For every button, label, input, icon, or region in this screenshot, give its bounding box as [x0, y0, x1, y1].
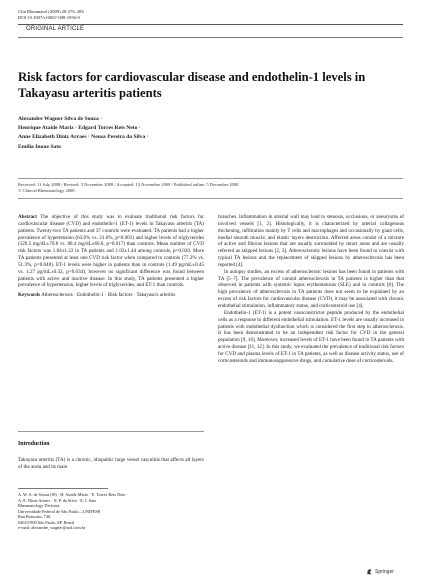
publisher-name: Springer [375, 568, 394, 575]
introduction-rule [18, 431, 204, 432]
affiliation-line: 04023-900 São Paulo, SP, Brazil [18, 519, 75, 525]
affiliation-line: Rheumatology Division, [18, 503, 61, 508]
section-rule [18, 37, 403, 38]
left-column [18, 214, 204, 302]
author-list [18, 115, 318, 152]
body-paragraph: branches. Inflammation in arterial wall may lead to stenosis, occlusions, or aneurysms of involved vessels [1, 2]. Histologically, it is characterized by arterial collagenous thickening, infiltration mainly by T cells and macrophages and occasionally by giant cells, medial smooth muscle, and elastic layers destruction. Affected areas consist of a mixture of active and fibrous lesions that are usually surrounded by intact areas and are usually referred as skipped lesions [2, 3]. Atherosclerotic lesions have been found to coexist with typical TA lesions and the replacement of skipped lesions by atherosclerosis has been reported [4]. [218, 214, 404, 268]
keywords-label: Keywords [18, 292, 41, 299]
introduction-text: Takayasu arteritis (TA) is a chronic, idiopathic large vessel vasculitis that affects all layers of the aorta and its main [18, 457, 204, 470]
section-label: ORIGINAL ARTICLE [26, 26, 85, 32]
abstract [18, 214, 204, 289]
author-line: Anne Elizabeth Diniz Arraes · Neusa Pereira da Silva · [18, 134, 149, 141]
header-rule [18, 24, 403, 25]
keywords [18, 292, 204, 299]
abstract-label: Abstract [18, 214, 37, 220]
dates-rule [18, 178, 403, 179]
springer-knight-icon [366, 568, 373, 575]
body-paragraph: In autopsy studies, an excess of atherosclerotic lesions has been found in patients with TA [5–7]. The prevalence of carotid atherosclerosis in TA patients is higher than that observed in patients with systemic lupus erythematosus (SLE) and in controls [8]. The high prevalence of atherosclerosis in TA patients does not seem to be explained by an excess of risk factors for cardiovascular disease (CVD), it may be associated with chronic endothelial stimulation, inflammatory status, and corticosteroid use [4]. [218, 268, 404, 309]
copyright: © Clinical Rheumatology 2008 [18, 188, 75, 193]
author-line: Alexandre Wagner Silva de Souza · [18, 116, 103, 122]
affiliation-line: A. E. Diniz Arraes · N. P. da Silva · E. I. Sato [18, 497, 97, 503]
right-column [218, 214, 404, 365]
publisher-mark [366, 568, 394, 575]
keywords-text: Atherosclerosis · Endothelin-1 · Risk factors · Takayasu's arteritis [41, 292, 176, 299]
author-line: Henrique Ataide Mariz · Edgard Torres Reis Neto · [18, 125, 141, 132]
abstract-rule [18, 198, 403, 199]
affiliation-rule [18, 488, 108, 489]
body-paragraph: Endothelin-1 (ET-1) is a potent vasoconstrictor peptide produced by the endothelial cells as a response to different endothelial stimulation. ET-1 levels are usually increased in patients with endothelial dysfunction which is considered the first step in atherosclerosis. It has been demonstrated to be an independent risk factor for CVD in the general population [9, 10]. Moreover, increased levels of ET-1 have been found in TA patients with active disease [11, 12]. In this study, we evaluated the prevalence of traditional risk factors for CVD and plasma levels of ET-1 in TA patients, as well as disease activity status, use of corticosteroids and immunosuppressive drugs, and cumulative dose of corticosteroids. [218, 309, 404, 364]
author-line: Emilia Inoue Sato [18, 143, 61, 150]
history-dates: Received: 11 July 2008 / Revised: 3 November 2008 / Accepted: 13 November 2008 / Published online: 5 December 2008 [18, 182, 239, 187]
affiliation-line: Universidade Federal de São Paulo—UNIFESP, [18, 508, 101, 514]
article-title: Risk factors for cardiovascular disease and endothelin-1 levels in Takayasu arteritis patients [18, 70, 366, 100]
journal-citation: Clin Rheumatol (2009) 28:379–383 [18, 9, 84, 14]
publication-dates [18, 182, 403, 194]
introduction-heading: Introduction [18, 441, 50, 447]
affiliation-email: e-mail: alexandre_wagner@uol.com.br [18, 525, 86, 530]
abstract-text: The objective of this study was to evaluate traditional risk factors for cardiovascular disease (CVD) and endothelin-1 (ET-1) levels in Takayasu arteritis (TA) patients. Twenty-two TA patients and 37 controls were evaluated. TA patients had a higher prevalence of hypertension (63.6% vs. 21.6%, p=0.001) and higher levels of triglycerides (129.5 mg/dL±70.8 vs. 88.4 mg/dL±60.8, p=0.017) than controls. Mean number of CVD risk factors was 1.64±1.22 in TA patients and 1.03±1.44 among controls, p=0.030. More TA patients presented at least one CVD risk factor when compared to controls (77.2% vs. 51.3%, p=0.048). ET-1 levels were higher in patients than in controls (1.49 pg/mL±0.45 vs. 1.27 pg/mL±0.32, p=0.034), however no significant difference was found between patients with active and inactive disease. In this study, TA patients presented a higher prevalence of hypertension, higher levels of triglycerides, and ET-1 than controls. [18, 214, 204, 289]
journal-reference [18, 9, 84, 21]
affiliation-block [18, 492, 204, 531]
affiliation-line: A. W. S. de Souza (✉) · H. Ataide Mariz · E. Torres Reis Neto · [18, 492, 128, 497]
affiliation-line: Rua Botucatu, 740, [18, 514, 52, 519]
doi: DOI 10.1007/s10067-008-1056-0 [18, 15, 80, 20]
